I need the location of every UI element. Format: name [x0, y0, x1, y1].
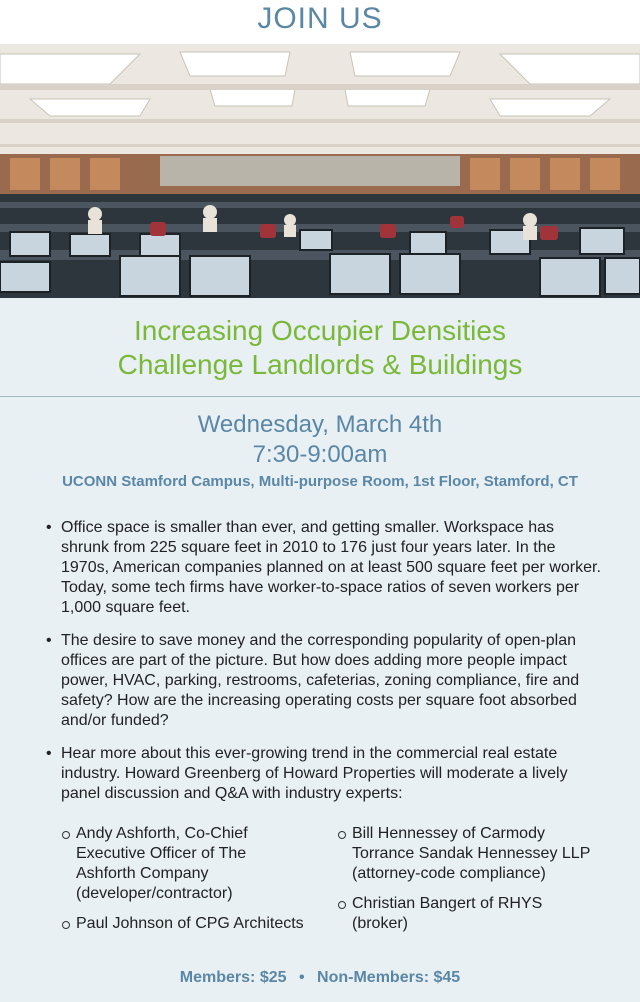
- bullet-icon: •: [46, 745, 52, 762]
- header-bar: [0, 0, 640, 44]
- office-photo: [0, 44, 640, 298]
- trading-floor-illustration: [0, 44, 640, 298]
- event-date: Wednesday, March 4th: [197, 411, 443, 438]
- event-time: 7:30-9:00am: [252, 441, 388, 468]
- pricing-line: [0, 968, 640, 988]
- event-venue: UCONN Stamford Campus, Multi-purpose Room, 1st Floor, Stamford, CT: [62, 473, 578, 490]
- non-member-price: Non-Members: $45: [317, 969, 461, 986]
- event-title-line-1: Increasing Occupier Densities: [134, 315, 506, 346]
- circle-bullet-icon: [62, 831, 70, 839]
- panelist-column-right: [338, 824, 608, 944]
- circle-bullet-icon: [338, 901, 346, 909]
- list-item: [338, 894, 562, 934]
- panelist-column-left: [62, 824, 332, 944]
- list-item: [46, 518, 606, 618]
- bullet-text: The desire to save money and the corresponding popularity of open-plan offices are part of the picture. But how does adding more people impact power, HVAC, parking, restrooms, cafeterias, zoning compliance, fire and safety? How are the increasing operating costs per square foot absorbed and/or funded?: [61, 632, 580, 729]
- circle-bullet-icon: [338, 831, 346, 839]
- panelist-text: Christian Bangert of RHYS (broker): [352, 895, 543, 932]
- description-list: [46, 518, 606, 817]
- circle-bullet-icon: [62, 921, 70, 929]
- event-title-line-2: Challenge Landlords & Buildings: [117, 349, 523, 380]
- panelist-text: Paul Johnson of CPG Architects: [76, 915, 304, 932]
- list-item: [62, 914, 332, 934]
- bullet-icon: •: [46, 632, 52, 649]
- list-item: [62, 824, 296, 904]
- list-item: [46, 631, 606, 731]
- join-us-heading: JOIN US: [257, 2, 383, 35]
- price-separator: •: [298, 969, 305, 986]
- bullet-text: Hear more about this ever-growing trend in the commercial real estate industry. Howard Greenberg of Howard Properties will moderate a lively panel discussion and Q&A with industry experts:: [61, 745, 568, 802]
- bullet-text: Office space is smaller than ever, and getting smaller. Workspace has shrunk from 225 square feet in 2010 to 176 just four years later. In the 1970s, American companies planned on at least 500 square feet per worker. Today, some tech firms have worker-to-space ratios of seven workers per 1,000 square feet.: [61, 519, 601, 616]
- member-price: Members: $25: [179, 969, 287, 986]
- event-details: [0, 410, 640, 492]
- bullet-icon: •: [46, 519, 52, 536]
- event-title-block: [0, 298, 640, 397]
- panelist-text: Bill Hennessey of Carmody Torrance Sandak Hennessey LLP (attorney-code compliance): [352, 825, 591, 882]
- list-item: [338, 824, 597, 884]
- list-item: [46, 744, 606, 804]
- panelist-text: Andy Ashforth, Co-Chief Executive Officer of The Ashforth Company (developer/contractor): [76, 825, 248, 902]
